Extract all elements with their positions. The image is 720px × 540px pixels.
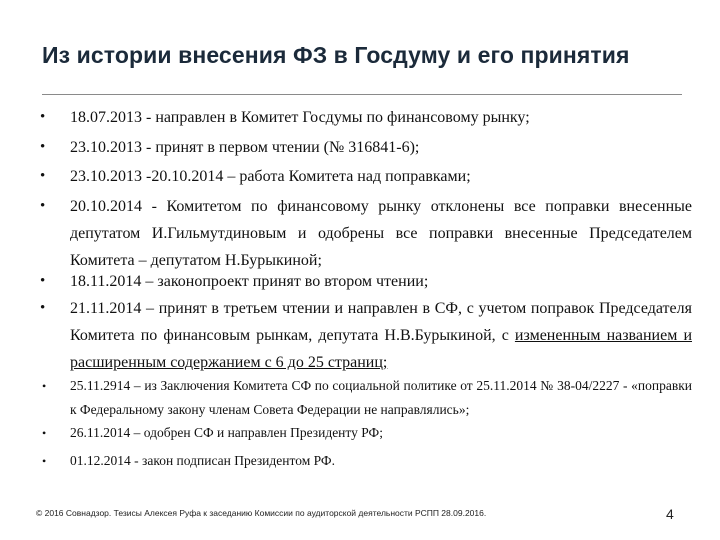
bullet-icon: • — [40, 273, 46, 289]
list-item-text-plain: 21.11.2014 – принят в третьем чтении и направлен в СФ, с учетом поправок Председателя Комитета по финансовым рынкам, депутата Н.В.Бурыкиной, с — [70, 300, 692, 344]
bullet-icon: • — [42, 379, 47, 393]
bullet-icon: • — [42, 454, 47, 468]
list-item-text: 23.10.2013 -20.10.2014 – работа Комитета над поправками; — [70, 168, 471, 185]
list-item-text: 18.07.2013 - направлен в Комитет Госдумы по финансовому рынку; — [70, 109, 530, 126]
list-item-text: 26.11.2014 – одобрен СФ и направлен Президенту РФ; — [70, 425, 383, 440]
title-divider — [42, 94, 682, 95]
bullet-icon: • — [40, 168, 46, 184]
list-item-text-underlined: измененным названием и расширенным содержанием с 6 до 25 страниц; — [70, 327, 692, 371]
bullet-icon: • — [40, 198, 46, 214]
list-item-text: 20.10.2014 - Комитетом по финансовому рынку отклонены все поправки внесенные депутатом И.Гильмутдиновым и одобрены все поправки внесенные Председателем Комитета – депутатом Н.Бурыкиной; — [70, 198, 692, 269]
slide-title: Из истории внесения ФЗ в Госдуму и его принятия — [42, 42, 630, 68]
footer-copyright: © 2016 Совнадзор. Тезисы Алексея Руфа к заседанию Комиссии по аудиторской деятельности РСПП 28.09.2016. — [36, 508, 487, 518]
list-item-text: 01.12.2014 - закон подписан Президентом РФ. — [70, 453, 335, 468]
page-number: 4 — [666, 506, 674, 522]
list-item-text — [70, 295, 692, 376]
bullet-icon: • — [40, 139, 46, 155]
bullet-icon: • — [40, 300, 46, 316]
list-item-text: 25.11.2914 – из Заключения Комитета СФ по социальной политике от 25.11.2014 № 38-04/2227 - «поправки к Федеральному закону членам Совета Федерации не направлялись»; — [70, 378, 692, 417]
list-item-text: 18.11.2014 – законопроект принят во втором чтении; — [70, 273, 429, 290]
bullet-icon: • — [42, 426, 47, 440]
list-item-text: 23.10.2013 - принят в первом чтении (№ 316841-6); — [70, 139, 420, 156]
bullet-icon: • — [40, 109, 46, 125]
